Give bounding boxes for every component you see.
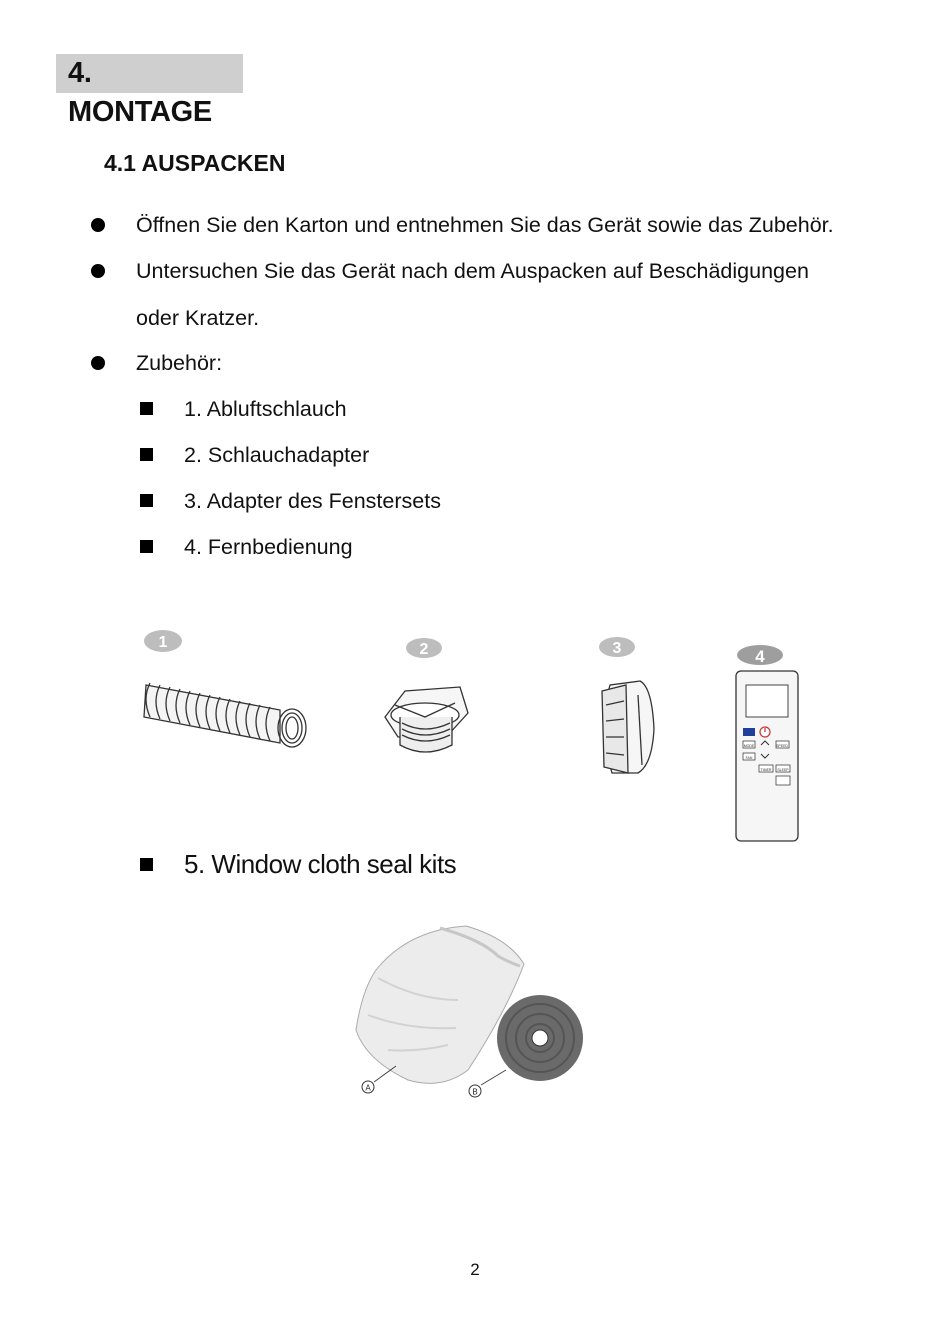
badge-label: 1 [158, 634, 168, 651]
badge-label: 2 [419, 641, 429, 658]
label-b-pointer [481, 1070, 506, 1085]
bullet-text-open-box: Öffnen Sie den Karton und entnehmen Sie das Gerät sowie das Zubehör. [136, 213, 834, 237]
remote-button-label: SPEED [776, 744, 788, 748]
bullet-dot-icon [91, 264, 105, 278]
page-number: 2 [470, 1260, 480, 1279]
bullet-square-icon [140, 402, 153, 415]
bullet-square-icon [140, 858, 153, 871]
velcro-roll-image [497, 995, 583, 1081]
accessories-illustration [130, 625, 810, 847]
remote-button-label: MODE [743, 744, 755, 748]
subsection-title: 4.1 AUSPACKEN [104, 150, 286, 176]
hose-adapter-image [385, 687, 468, 752]
remote-blue-button [743, 728, 755, 736]
remote-control-image [736, 671, 798, 841]
bullet-text-accessories: Zubehör: [136, 351, 223, 375]
accessory-item: 3. Adapter des Fenstersets [184, 489, 441, 513]
section-title: 4. MONTAGE [56, 54, 243, 93]
bullet-square-icon [140, 540, 153, 553]
accessory-item: 4. Fernbedienung [184, 535, 353, 559]
bullet-text-inspect-cont: oder Kratzer. [136, 306, 260, 330]
remote-button-label: TIMER [760, 768, 772, 772]
remote-button-label: SLEEP [777, 768, 789, 772]
accessory-item: 2. Schlauchadapter [184, 443, 370, 467]
bullet-dot-icon [91, 356, 105, 370]
accessory-item: 1. Abluftschlauch [184, 397, 347, 421]
badge-2 [406, 638, 442, 658]
badge-label: 3 [612, 640, 622, 657]
exhaust-hose-image [144, 683, 306, 747]
bullet-square-icon [140, 448, 153, 461]
badge-label: 4 [755, 647, 765, 666]
badge-3 [599, 637, 635, 657]
bullet-square-icon [140, 494, 153, 507]
badge-1 [144, 630, 182, 652]
label-a-pointer [374, 1066, 396, 1082]
seal-kit-illustration [348, 920, 588, 1100]
label-b: B [472, 1087, 478, 1097]
temp-unit-button [776, 776, 790, 785]
cloth-seal-image [356, 926, 524, 1083]
bullet-dot-icon [91, 218, 105, 232]
bullet-text-inspect: Untersuchen Sie das Gerät nach dem Auspacken auf Beschädigungen [136, 259, 809, 283]
window-adapter-image [602, 681, 654, 773]
accessory-item-5: 5. Window cloth seal kits [184, 849, 457, 879]
remote-button-label: FAN [745, 756, 753, 760]
badge-4 [737, 645, 783, 666]
label-a: A [365, 1083, 371, 1093]
